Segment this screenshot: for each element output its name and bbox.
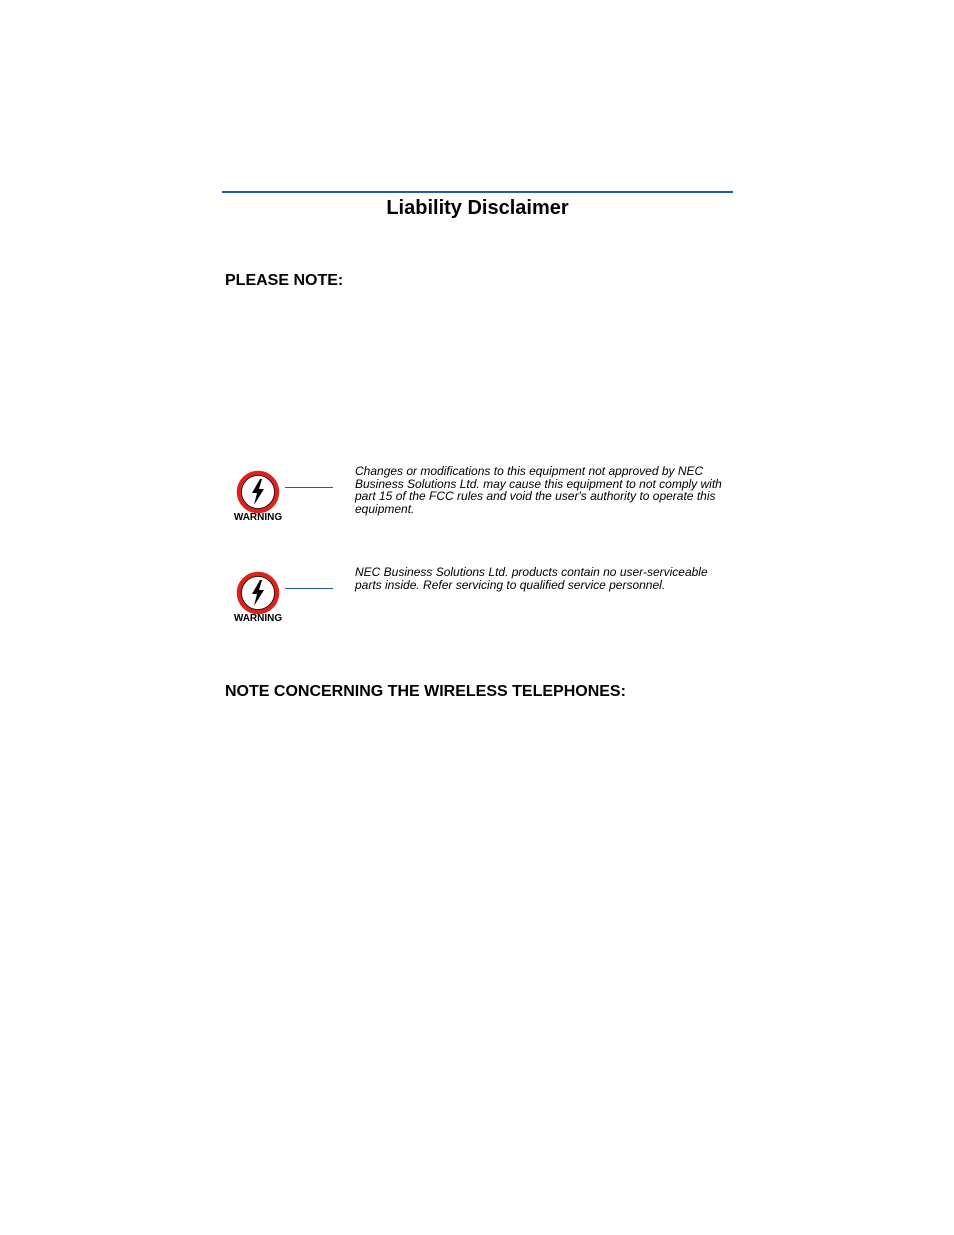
warning-divider [285, 588, 333, 589]
warning-divider [285, 487, 333, 488]
warning-block-service [228, 565, 728, 631]
warning-label: WARNING [233, 512, 283, 523]
title-rule [222, 191, 733, 193]
wireless-telephones-heading: NOTE CONCERNING THE WIRELESS TELEPHONES: [225, 683, 626, 700]
warning-label: WARNING [233, 613, 283, 624]
page-title: Liability Disclaimer [386, 197, 569, 219]
please-note-heading: PLEASE NOTE: [225, 272, 344, 289]
warning-block-fcc [228, 464, 728, 530]
warning-text: NEC Business Solutions Ltd. products contain no user-serviceable parts inside. Refer servicing to qualified service personnel. [355, 565, 708, 592]
lightning-bolt-warning-icon [236, 571, 280, 615]
warning-text: Changes or modifications to this equipment not approved by NEC Business Solutions Ltd. may cause this equipment to not comply with part 15 of the FCC rules and void the user's authority to operate this equipment. [355, 464, 722, 516]
lightning-bolt-warning-icon [236, 470, 280, 514]
